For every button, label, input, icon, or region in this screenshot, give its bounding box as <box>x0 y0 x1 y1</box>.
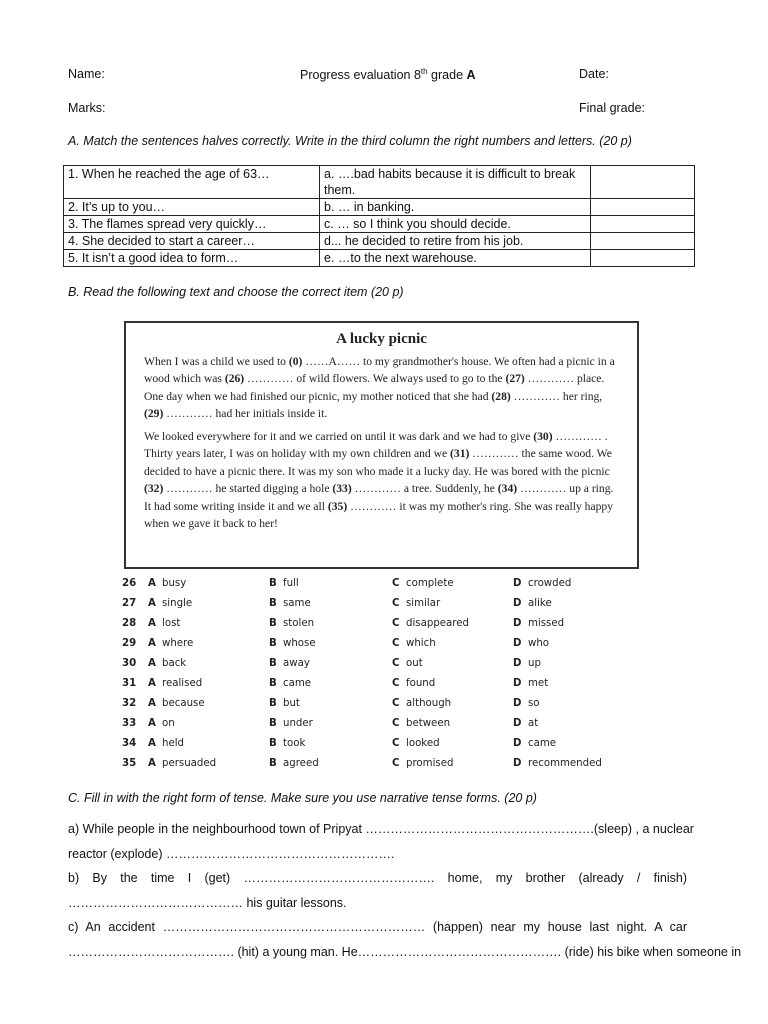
exercise-line: reactor (explode) ………………………………………………. <box>68 847 395 861</box>
answer-cell[interactable] <box>591 166 695 199</box>
option-letter-d: D <box>513 678 522 689</box>
reading-passage <box>124 321 639 569</box>
passage-text: When I was a child we used to <box>144 354 289 368</box>
table-row <box>64 166 695 199</box>
option-letter-a: A <box>148 698 156 709</box>
option-letter-a: A <box>148 718 156 729</box>
blank-number: (30) <box>533 429 553 443</box>
option-b[interactable]: full <box>283 578 299 589</box>
option-c[interactable]: promised <box>406 758 454 769</box>
option-a[interactable]: on <box>162 718 175 729</box>
sentence-end: e. …to the next warehouse. <box>320 250 591 267</box>
option-c[interactable]: although <box>406 698 452 709</box>
question-number: 31 <box>122 678 137 689</box>
question-number: 35 <box>122 758 137 769</box>
option-b[interactable]: under <box>283 718 313 729</box>
section-b-instruction: B. Read the following text and choose the correct item (20 p) <box>68 285 404 299</box>
question-number: 30 <box>122 658 137 669</box>
option-letter-d: D <box>513 578 522 589</box>
passage-text: ………… a tree. Suddenly, he <box>351 482 498 495</box>
name-label: Name: <box>68 67 105 81</box>
option-letter-b: B <box>269 758 277 769</box>
sentence-start: 5. It isn’t a good idea to form… <box>64 250 320 267</box>
option-letter-d: D <box>513 698 522 709</box>
section-c-instruction: C. Fill in with the right form of tense. Make sure you use narrative tense forms. (20 p) <box>68 791 537 805</box>
question-number: 32 <box>122 698 137 709</box>
option-letter-d: D <box>513 598 522 609</box>
blank-number: (34) <box>497 482 518 495</box>
passage-text: ………… her ring, <box>510 389 603 403</box>
blank-number: (31) <box>450 447 470 460</box>
option-letter-d: D <box>513 758 522 769</box>
option-a[interactable]: busy <box>162 578 187 589</box>
table-row <box>64 199 695 216</box>
table-row <box>64 216 695 233</box>
option-letter-c: C <box>392 738 400 749</box>
option-d[interactable]: crowded <box>528 578 572 589</box>
question-number: 27 <box>122 598 137 609</box>
option-d[interactable]: came <box>528 738 557 749</box>
option-c[interactable]: found <box>406 678 436 689</box>
option-a[interactable]: held <box>162 738 185 749</box>
option-c[interactable]: looked <box>406 738 440 749</box>
blank-number: (33) <box>332 482 352 495</box>
question-number: 26 <box>122 578 137 589</box>
sentence-start: 2. It’s up to you… <box>64 199 320 216</box>
passage-text: ………… up a ring. It had some writing inside it and we all <box>144 482 614 513</box>
option-d[interactable]: who <box>528 638 550 649</box>
passage-text: ………… he started digging a hole <box>163 482 333 495</box>
table-row <box>64 250 695 267</box>
section-a-instruction: A. Match the sentences halves correctly. Write in the third column the right numbers and letters. (20 p) <box>68 134 632 148</box>
option-a[interactable]: where <box>162 638 194 649</box>
option-d[interactable]: met <box>528 678 549 689</box>
passage-text: ………… the same wood. We decided to have a picnic there. It was my son who made it a lucky day. He was bored with the picnic <box>144 447 612 478</box>
option-b[interactable]: came <box>283 678 312 689</box>
answer-cell[interactable] <box>591 199 695 216</box>
option-letter-a: A <box>148 738 156 749</box>
option-letter-b: B <box>269 718 277 729</box>
option-a[interactable]: realised <box>162 678 203 689</box>
passage-text: ………… . Thirty years later, I was on holiday with my own children and we <box>144 429 608 460</box>
passage-text: ………… had her initials inside it. <box>163 407 328 420</box>
passage-title: A lucky picnic <box>336 331 427 347</box>
option-letter-c: C <box>392 598 400 609</box>
option-letter-b: B <box>269 738 277 749</box>
option-letter-b: B <box>269 598 277 609</box>
option-letter-c: C <box>392 578 400 589</box>
exercise-line: a) While people in the neighbourhood town of Pripyat ……………………………………………….(sleep) , a nuclear <box>68 822 694 836</box>
option-letter-b: B <box>269 678 277 689</box>
passage-text: ………… of wild flowers. We always used to go to the <box>244 372 506 385</box>
option-b[interactable]: but <box>283 698 300 709</box>
option-letter-a: A <box>148 758 156 769</box>
sentence-end: b. … in banking. <box>320 199 591 216</box>
option-d[interactable]: so <box>528 698 540 709</box>
option-letter-b: B <box>269 618 277 629</box>
blank-number: (27) <box>505 372 525 385</box>
option-a[interactable]: lost <box>162 618 181 629</box>
sentence-end: d... he decided to retire from his job. <box>320 233 591 250</box>
option-c[interactable]: disappeared <box>406 618 469 629</box>
option-letter-a: A <box>148 598 156 609</box>
option-letter-a: A <box>148 658 156 669</box>
blank-number: (29) <box>144 407 164 420</box>
option-letter-b: B <box>269 578 277 589</box>
sentence-start: 1. When he reached the age of 63… <box>64 166 320 199</box>
option-letter-b: B <box>269 698 277 709</box>
option-d[interactable]: recommended <box>528 758 602 769</box>
question-number: 33 <box>122 718 137 729</box>
passage-text: ………… place. One day when we had finished our picnic, my mother noticed that she had <box>144 372 605 403</box>
date-label: Date: <box>579 67 609 81</box>
sentence-start: 3. The flames spread very quickly… <box>64 216 320 233</box>
sentence-end: a. ….bad habits because it is difficult to break them. <box>320 166 591 199</box>
option-letter-b: B <box>269 638 277 649</box>
option-d[interactable]: up <box>528 658 541 669</box>
option-b[interactable]: same <box>283 598 311 609</box>
answer-cell[interactable] <box>591 250 695 267</box>
option-a[interactable]: single <box>162 598 193 609</box>
option-letter-c: C <box>392 698 400 709</box>
blank-number: (35) <box>327 499 348 513</box>
passage-paragraph-2 <box>144 428 619 533</box>
option-a[interactable]: because <box>162 698 205 709</box>
passage-text: ………… it was my mother's ring. She was really happy when we gave it back to her! <box>144 499 613 530</box>
title-text: Progress evaluation 8 <box>300 68 421 83</box>
question-number: 28 <box>122 618 137 629</box>
passage-paragraph-1 <box>144 353 619 423</box>
option-letter-c: C <box>392 618 400 629</box>
option-letter-c: C <box>392 638 400 649</box>
option-letter-a: A <box>148 638 156 649</box>
final-grade-label: Final grade: <box>579 101 646 115</box>
sentence-end: c. … so I think you should decide. <box>320 216 591 233</box>
option-a[interactable]: back <box>162 658 187 669</box>
option-letter-c: C <box>392 718 400 729</box>
exercise-line: c) An accident ……………………………………………………… (happen) near my house last night. A car <box>68 920 687 934</box>
option-b[interactable]: whose <box>283 638 316 649</box>
passage-text: ……A…… to my grandmother's house. We often had a picnic in a wood which was <box>144 354 615 385</box>
blank-number: (26) <box>224 372 245 385</box>
option-c[interactable]: which <box>406 638 436 649</box>
page-title <box>300 67 476 82</box>
title-superscript: th <box>420 67 428 76</box>
answer-cell[interactable] <box>591 216 695 233</box>
option-letter-d: D <box>513 658 522 669</box>
exercise-line: …………………………………… his guitar lessons. <box>68 896 347 910</box>
option-letter-d: D <box>513 618 522 629</box>
option-letter-d: D <box>513 738 522 749</box>
option-letter-d: D <box>513 718 522 729</box>
option-c[interactable]: between <box>406 718 451 729</box>
option-d[interactable]: at <box>528 718 539 729</box>
option-d[interactable]: missed <box>528 618 565 629</box>
option-letter-c: C <box>392 658 400 669</box>
option-d[interactable]: alike <box>528 598 552 609</box>
blank-number: (32) <box>144 482 164 495</box>
matching-table <box>63 165 695 267</box>
answer-cell[interactable] <box>591 233 695 250</box>
exercise-line: b) By the time I (get) ………………………………………. home, my brother (already / finish) <box>68 871 687 885</box>
exercise-line: …………………………………. (hit) a young man. He…………………………………………. (ride) his bike when someone in <box>68 945 742 959</box>
option-c[interactable]: out <box>406 658 423 669</box>
sentence-start: 4. She decided to start a career… <box>64 233 320 250</box>
title-group: A <box>466 68 476 83</box>
marks-label: Marks: <box>68 101 106 115</box>
option-letter-c: C <box>392 678 400 689</box>
option-b[interactable]: away <box>283 658 310 669</box>
table-row <box>64 233 695 250</box>
option-letter-a: A <box>148 618 156 629</box>
option-b[interactable]: took <box>283 738 306 749</box>
passage-text: We looked everywhere for it and we carried on until it was dark and we had to give <box>144 429 534 443</box>
blank-number: (0) <box>288 354 303 368</box>
option-c[interactable]: complete <box>406 578 454 589</box>
option-c[interactable]: similar <box>406 598 441 609</box>
question-number: 34 <box>122 738 137 749</box>
option-b[interactable]: stolen <box>283 618 315 629</box>
option-letter-a: A <box>148 578 156 589</box>
question-number: 29 <box>122 638 137 649</box>
title-rest: grade <box>427 68 467 83</box>
option-letter-d: D <box>513 638 522 649</box>
blank-number: (28) <box>491 389 511 403</box>
option-letter-a: A <box>148 678 156 689</box>
option-a[interactable]: persuaded <box>162 758 217 769</box>
option-b[interactable]: agreed <box>283 758 319 769</box>
option-letter-b: B <box>269 658 277 669</box>
option-letter-c: C <box>392 758 400 769</box>
